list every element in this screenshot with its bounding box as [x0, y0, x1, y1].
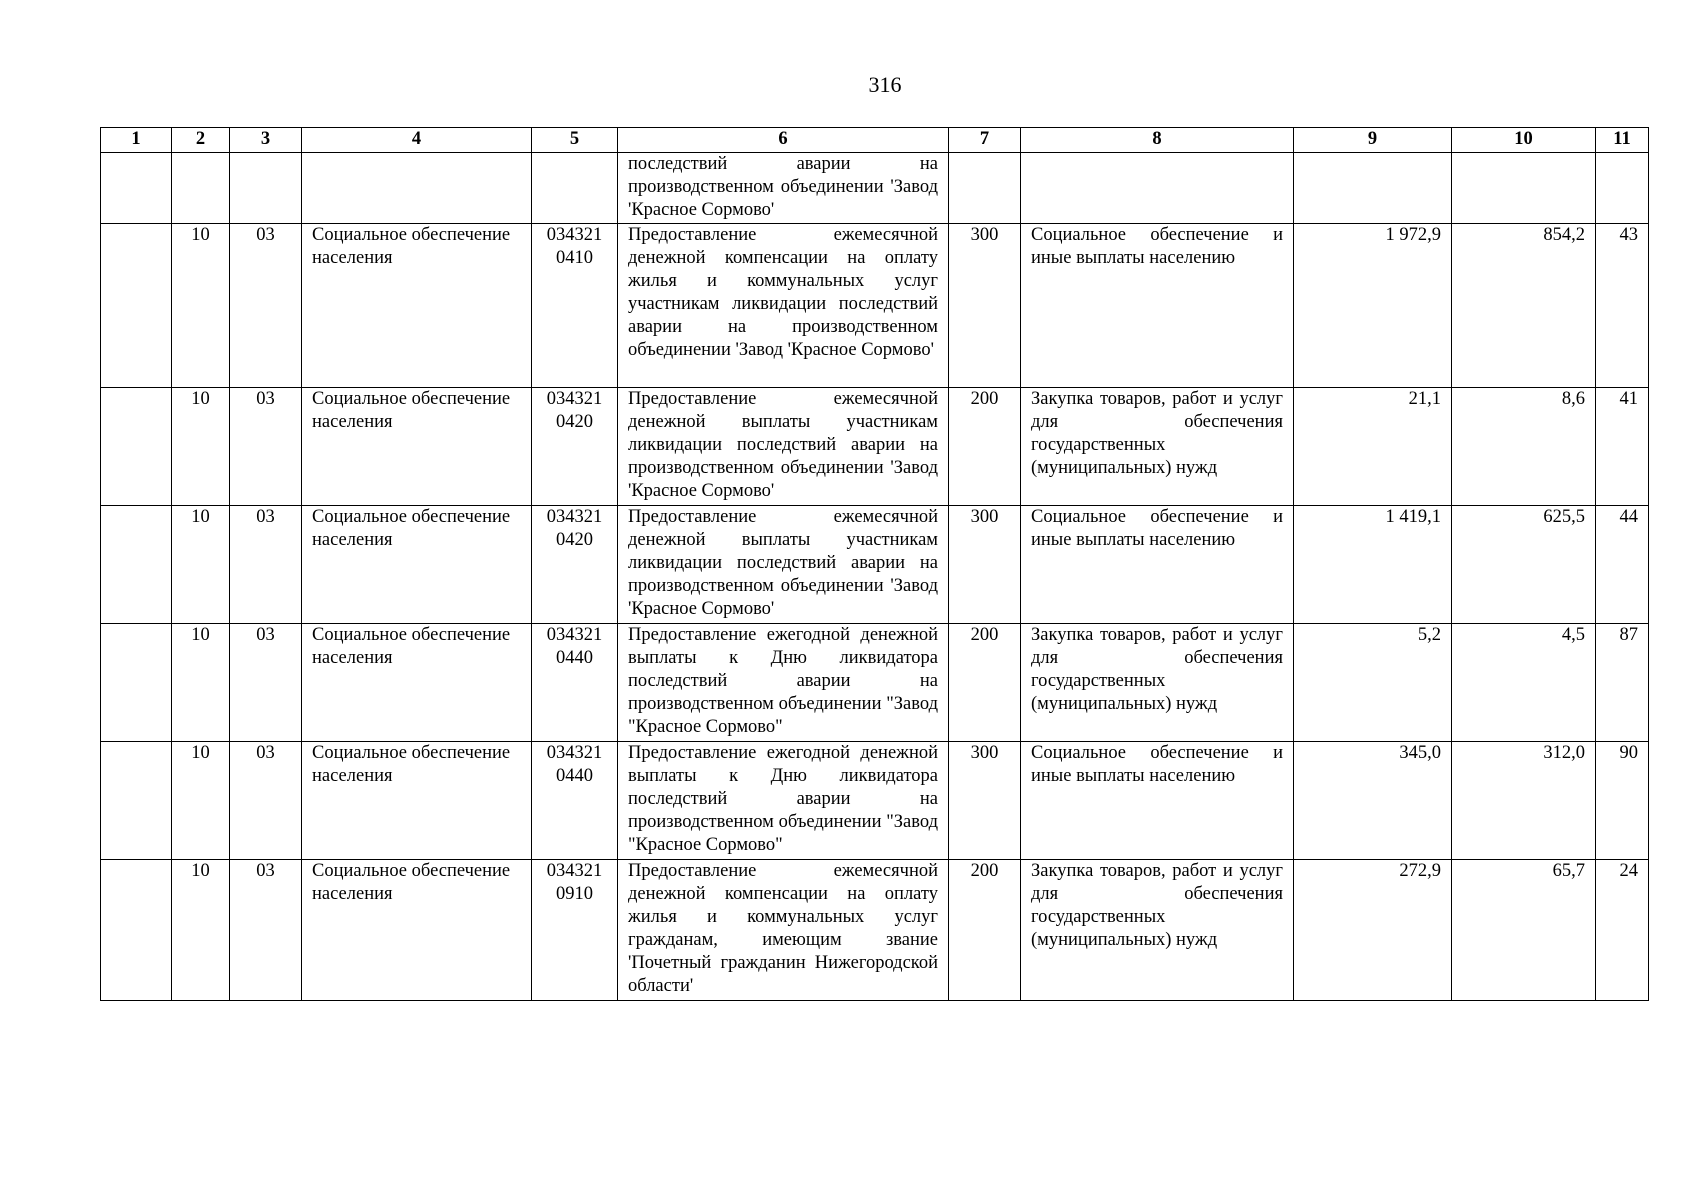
cell-plan: 272,9 [1294, 860, 1452, 1001]
cell-expense-name: Закупка товаров, работ и услуг для обеспечения государственных (муниципальных) нужд [1021, 388, 1294, 506]
column-header: 7 [949, 128, 1021, 153]
cell-expense-type: 300 [949, 506, 1021, 624]
cell-col1 [101, 224, 172, 388]
cell-name: Социальное обеспечение населения [302, 624, 532, 742]
cell-expense-name: Социальное обеспечение и иные выплаты населению [1021, 506, 1294, 624]
cell-name: Социальное обеспечение населения [302, 506, 532, 624]
cell-name: Социальное обеспечение населения [302, 224, 532, 388]
cell-empty [1021, 153, 1294, 224]
cell-empty [1596, 153, 1649, 224]
cell-subsection: 03 [230, 860, 302, 1001]
cell-subsection: 03 [230, 224, 302, 388]
column-header: 1 [101, 128, 172, 153]
cell-col1 [101, 742, 172, 860]
cell-percent: 24 [1596, 860, 1649, 1001]
cell-name: Социальное обеспечение населения [302, 860, 532, 1001]
cell-description: Предоставление ежемесячной денежной компенсации на оплату жилья и коммунальных услуг гражданам, имеющим звание 'Почетный гражданин Нижегородской области' [618, 860, 949, 1001]
cell-code: 034321 0910 [532, 860, 618, 1001]
cell-name: Социальное обеспечение населения [302, 742, 532, 860]
table-row [101, 624, 1649, 742]
cell-subsection: 03 [230, 388, 302, 506]
column-header: 8 [1021, 128, 1294, 153]
cell-name: Социальное обеспечение населения [302, 388, 532, 506]
table-row [101, 742, 1649, 860]
cell-expense-type: 300 [949, 224, 1021, 388]
cell-actual: 625,5 [1452, 506, 1596, 624]
cell-expense-name: Закупка товаров, работ и услуг для обеспечения государственных (муниципальных) нужд [1021, 860, 1294, 1001]
header-row [101, 128, 1649, 153]
cell-empty [230, 153, 302, 224]
cell-description: Предоставление ежемесячной денежной компенсации на оплату жилья и коммунальных услуг участникам ликвидации последствий аварии на производственном объединении 'Завод 'Красное Сормово' [618, 224, 949, 388]
cell-expense-type: 300 [949, 742, 1021, 860]
cell-expense-name: Закупка товаров, работ и услуг для обеспечения государственных (муниципальных) нужд [1021, 624, 1294, 742]
cell-section: 10 [172, 742, 230, 860]
cell-description: последствий аварии на производственном объединении 'Завод 'Красное Сормово' [618, 153, 949, 224]
cell-description: Предоставление ежемесячной денежной выплаты участникам ликвидации последствий аварии на производственном объединении 'Завод 'Красное Сормово' [618, 388, 949, 506]
cell-col1 [101, 506, 172, 624]
cell-actual: 312,0 [1452, 742, 1596, 860]
cell-section: 10 [172, 624, 230, 742]
table-row [101, 224, 1649, 388]
cell-col1 [101, 624, 172, 742]
column-header: 9 [1294, 128, 1452, 153]
cell-plan: 345,0 [1294, 742, 1452, 860]
column-header: 2 [172, 128, 230, 153]
cell-plan: 1 419,1 [1294, 506, 1452, 624]
cell-percent: 87 [1596, 624, 1649, 742]
cell-code: 034321 0420 [532, 506, 618, 624]
cell-expense-name: Социальное обеспечение и иные выплаты населению [1021, 224, 1294, 388]
cell-actual: 4,5 [1452, 624, 1596, 742]
budget-table [100, 127, 1649, 1001]
cell-plan: 1 972,9 [1294, 224, 1452, 388]
table-row [101, 860, 1649, 1001]
cell-actual: 65,7 [1452, 860, 1596, 1001]
cell-empty [949, 153, 1021, 224]
table-row [101, 506, 1649, 624]
cell-plan: 5,2 [1294, 624, 1452, 742]
cell-expense-name: Социальное обеспечение и иные выплаты населению [1021, 742, 1294, 860]
table-row [101, 388, 1649, 506]
cell-empty [101, 153, 172, 224]
cell-actual: 854,2 [1452, 224, 1596, 388]
cell-empty [1452, 153, 1596, 224]
column-header: 10 [1452, 128, 1596, 153]
cell-actual: 8,6 [1452, 388, 1596, 506]
cell-percent: 43 [1596, 224, 1649, 388]
cell-empty [1294, 153, 1452, 224]
cell-plan: 21,1 [1294, 388, 1452, 506]
cell-subsection: 03 [230, 624, 302, 742]
page-number: 316 [868, 72, 902, 97]
cell-description: Предоставление ежегодной денежной выплаты к Дню ликвидатора последствий аварии на производственном объединении "Завод "Красное Сормово" [618, 624, 949, 742]
column-header: 3 [230, 128, 302, 153]
cell-percent: 90 [1596, 742, 1649, 860]
column-header: 5 [532, 128, 618, 153]
cell-expense-type: 200 [949, 624, 1021, 742]
cell-col1 [101, 860, 172, 1001]
cell-expense-type: 200 [949, 388, 1021, 506]
cell-percent: 41 [1596, 388, 1649, 506]
cell-section: 10 [172, 224, 230, 388]
cell-percent: 44 [1596, 506, 1649, 624]
cell-description: Предоставление ежемесячной денежной выплаты участникам ликвидации последствий аварии на производственном объединении 'Завод 'Красное Сормово' [618, 506, 949, 624]
cell-empty [532, 153, 618, 224]
cell-code: 034321 0440 [532, 742, 618, 860]
cell-code: 034321 0420 [532, 388, 618, 506]
cell-section: 10 [172, 860, 230, 1001]
cell-section: 10 [172, 388, 230, 506]
cell-section: 10 [172, 506, 230, 624]
cell-code: 034321 0440 [532, 624, 618, 742]
cell-description: Предоставление ежегодной денежной выплаты к Дню ликвидатора последствий аварии на производственном объединении "Завод "Красное Сормово" [618, 742, 949, 860]
cell-subsection: 03 [230, 742, 302, 860]
cell-code: 034321 0410 [532, 224, 618, 388]
cell-subsection: 03 [230, 506, 302, 624]
cell-expense-type: 200 [949, 860, 1021, 1001]
cell-empty [302, 153, 532, 224]
table-row-continuation [101, 153, 1649, 224]
column-header: 4 [302, 128, 532, 153]
column-header: 6 [618, 128, 949, 153]
cell-empty [172, 153, 230, 224]
column-header: 11 [1596, 128, 1649, 153]
cell-col1 [101, 388, 172, 506]
